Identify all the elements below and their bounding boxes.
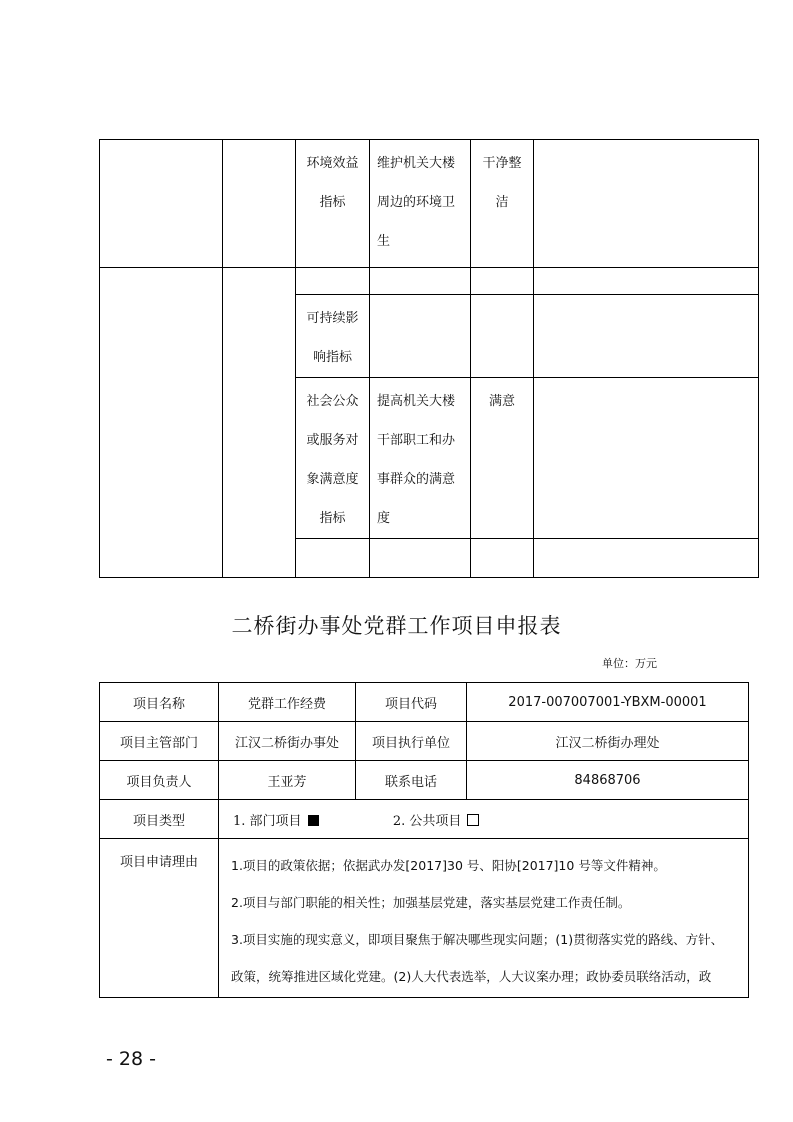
table-cell bbox=[534, 295, 759, 378]
table-cell bbox=[223, 140, 296, 268]
table-cell bbox=[471, 295, 534, 378]
type-option-department: 1. 部门项目 bbox=[233, 813, 302, 829]
table-row bbox=[100, 140, 759, 268]
env-benefit-indicator: 环境效益 指标 bbox=[296, 140, 370, 268]
project-code-label: 项目代码 bbox=[356, 683, 467, 722]
table-cell bbox=[534, 539, 759, 578]
project-type-options bbox=[219, 800, 749, 839]
table-row bbox=[100, 839, 749, 998]
table-cell bbox=[296, 539, 370, 578]
table-cell bbox=[100, 268, 223, 578]
table-cell bbox=[370, 295, 471, 378]
unchecked-box-icon[interactable] bbox=[467, 814, 479, 826]
reason-line: 3.项目实施的现实意义，即项目聚焦于解决哪些现实问题；(1)贯彻落实党的路线、方针、 bbox=[231, 932, 724, 947]
phone-label: 联系电话 bbox=[356, 761, 467, 800]
supervisor-label: 项目主管部门 bbox=[100, 722, 219, 761]
env-benefit-target: 干净整 洁 bbox=[471, 140, 534, 268]
satisfaction-target: 满意 bbox=[471, 378, 534, 539]
table-row bbox=[100, 268, 759, 295]
table-cell bbox=[370, 268, 471, 295]
project-code-value: 2017-007007001-YBXM-00001 bbox=[467, 683, 749, 722]
reason-line: 政策，统筹推进区域化党建。(2)人大代表选举，人大议案办理；政协委员联络活动，政 bbox=[231, 969, 712, 984]
table-cell bbox=[534, 378, 759, 539]
table-cell bbox=[100, 140, 223, 268]
reason-label: 项目申请理由 bbox=[100, 839, 219, 998]
satisfaction-content: 提高机关大楼 干部职工和办 事群众的满意 度 bbox=[370, 378, 471, 539]
env-benefit-content: 维护机关大楼 周边的环境卫 生 bbox=[370, 140, 471, 268]
application-form-table bbox=[99, 682, 749, 998]
executor-label: 项目执行单位 bbox=[356, 722, 467, 761]
table-row bbox=[100, 683, 749, 722]
reason-content bbox=[219, 839, 749, 998]
table-cell bbox=[370, 539, 471, 578]
checked-box-icon[interactable] bbox=[308, 815, 319, 826]
executor-value: 江汉二桥街办理处 bbox=[467, 722, 749, 761]
table-cell bbox=[296, 268, 370, 295]
page-number: - 28 - bbox=[106, 1048, 156, 1070]
project-type-label: 项目类型 bbox=[100, 800, 219, 839]
table-row bbox=[100, 722, 749, 761]
table-cell bbox=[471, 539, 534, 578]
form-title: 二桥街办事处党群工作项目申报表 bbox=[231, 614, 562, 638]
sustainable-indicator: 可持续影 响指标 bbox=[296, 295, 370, 378]
reason-line: 1.项目的政策依据；依据武办发[2017]30 号、阳协[2017]10 号等文件精神。 bbox=[231, 858, 666, 873]
phone-value: 84868706 bbox=[467, 761, 749, 800]
type-option-public: 2. 公共项目 bbox=[392, 813, 462, 829]
performance-indicator-table bbox=[99, 139, 759, 578]
table-cell bbox=[534, 140, 759, 268]
table-row bbox=[100, 761, 749, 800]
satisfaction-indicator: 社会公众 或服务对 象满意度 指标 bbox=[296, 378, 370, 539]
reason-line: 2.项目与部门职能的相关性；加强基层党建，落实基层党建工作责任制。 bbox=[231, 895, 631, 910]
leader-value: 王亚芳 bbox=[219, 761, 356, 800]
table-row bbox=[100, 800, 749, 839]
table-cell bbox=[223, 268, 296, 578]
supervisor-value: 江汉二桥街办事处 bbox=[219, 722, 356, 761]
table-cell bbox=[471, 268, 534, 295]
leader-label: 项目负责人 bbox=[100, 761, 219, 800]
unit-label: 单位：万元 bbox=[602, 657, 657, 670]
table-cell bbox=[534, 268, 759, 295]
project-name-label: 项目名称 bbox=[100, 683, 219, 722]
project-name-value: 党群工作经费 bbox=[219, 683, 356, 722]
